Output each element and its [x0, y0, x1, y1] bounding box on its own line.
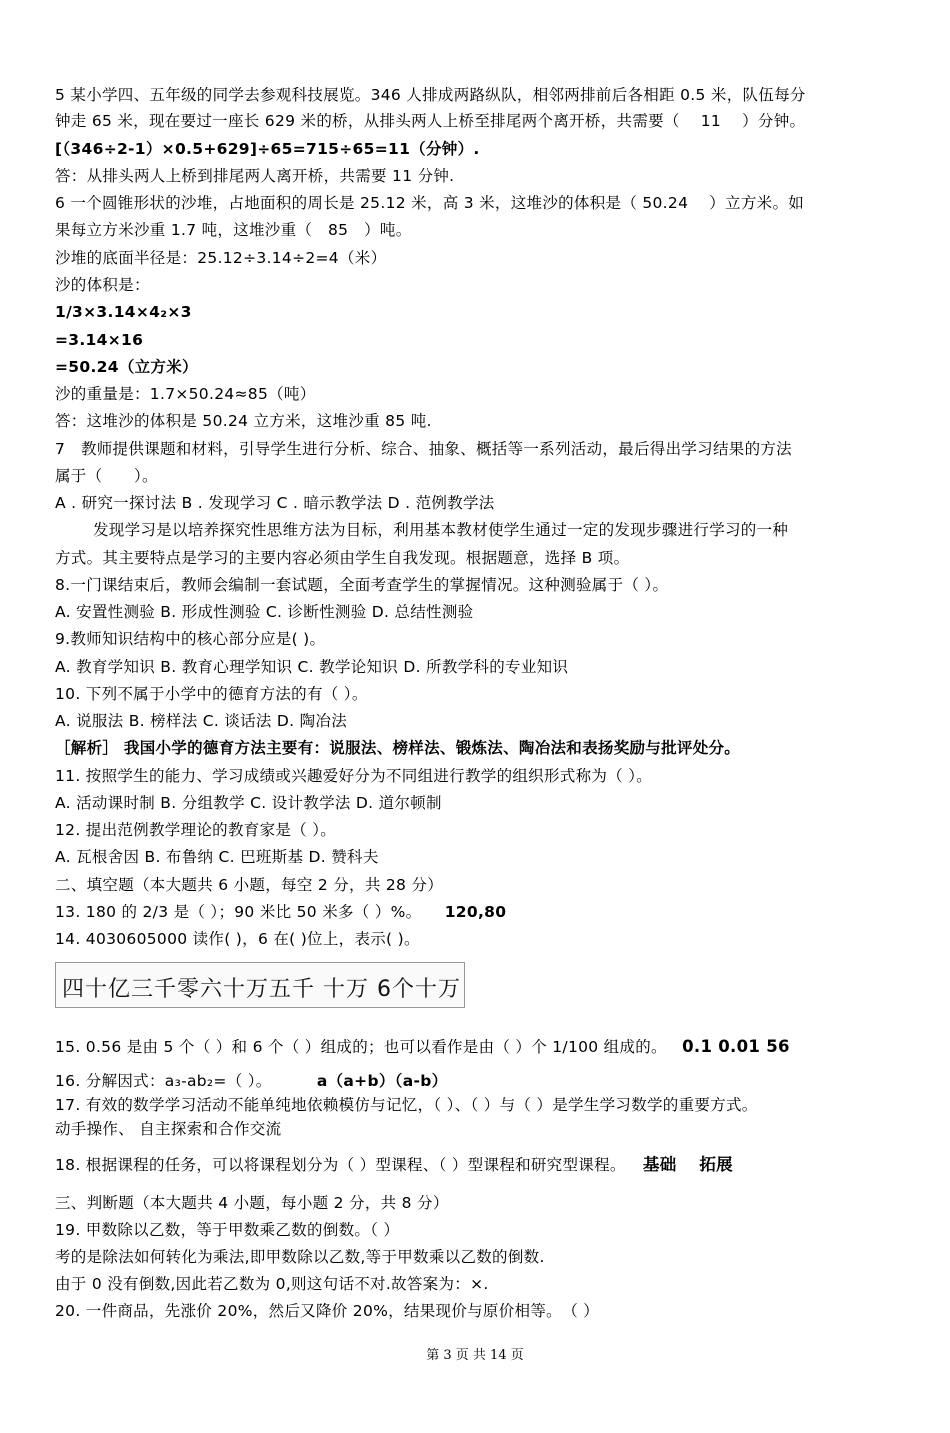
q19-question: 19. 甲数除以乙数，等于甲数乘乙数的倒数。（ ）: [55, 1221, 400, 1239]
q18-answer: 基础 拓展: [642, 1155, 733, 1174]
q17-question: 17. 有效的数学学习活动不能单纯地依赖模仿与记忆，（ ）、（ ）与（ ）是学生学习数学的重要方式。: [55, 1096, 758, 1114]
q15-question: [55, 1034, 900, 1060]
q7-line-2: 属于（ ）。: [55, 467, 158, 485]
section-2-heading: 二、填空题（本大题共 6 小题，每空 2 分，共 28 分）: [55, 876, 444, 894]
q10-analysis: ［解析］ 我国小学的德育方法主要有：说服法、榜样法、锻炼法、陶冶法和表扬奖励与批评处分。: [55, 739, 741, 757]
q9-options: A. 教育学知识 B. 教育心理学知识 C. 教学论知识 D. 所教学科的专业知识: [55, 658, 569, 676]
q7-line-1: 7 教师提供课题和材料，引导学生进行分析、综合、抽象、概括等一系列活动，最后得出学习结果的方法: [55, 440, 792, 458]
q10-question: 10. 下列不属于小学中的德育方法的有（ ）。: [55, 685, 368, 703]
q13-answer: 120,80: [444, 903, 507, 921]
q11-options: A. 活动课时制 B. 分组教学 C. 设计教学法 D. 道尔顿制: [55, 794, 442, 812]
q5-line-2: 钟走 65 米，现在要过一座长 629 米的桥，从排头两人上桥至排尾两个离开桥，共需要（ 11 ）分钟。: [55, 112, 806, 130]
section-3-heading: 三、判断题（本大题共 4 小题，每小题 2 分，共 8 分）: [55, 1194, 449, 1212]
q5-answer: 答：从排头两人上桥到排尾两人离开桥，共需要 11 分钟.: [55, 167, 455, 185]
q6-volume-label: 沙的体积是：: [55, 276, 150, 294]
q9-question: 9.教师知识结构中的核心部分应是( )。: [55, 630, 326, 648]
q15-answer: 0.1 0.01 56: [682, 1037, 790, 1056]
page-footer: 第 3 页 共 14 页: [426, 1348, 524, 1363]
q10-options: A. 说服法 B. 榜样法 C. 谈话法 D. 陶冶法: [55, 712, 348, 730]
q19-explanation-2: 由于 0 没有倒数,因此若乙数为 0,则这句话不对.故答案为：×.: [55, 1275, 489, 1293]
q8-question: 8.一门课结束后，教师会编制一套试题，全面考查学生的掌握情况。这种测验属于（ ）。: [55, 576, 669, 594]
q7-explanation-1: 发现学习是以培养探究性思维方法为目标，利用基本教材使学生通过一定的发现步骤进行学习的一种: [93, 521, 789, 539]
q16-question: [55, 1068, 900, 1094]
q15-text: 15. 0.56 是由 5 个（ ）和 6 个（ ）组成的；也可以看作是由（ ）个 1/100 组成的。: [55, 1038, 667, 1056]
q14-answer-image: [55, 962, 465, 1008]
q7-options: A . 研究一探讨法 B . 发现学习 C . 暗示教学法 D . 范例教学法: [55, 494, 495, 512]
q6-formula-3: =50.24（立方米）: [55, 358, 198, 376]
q19-explanation-1: 考的是除法如何转化为乘法,即甲数除以乙数,等于甲数乘以乙数的倒数.: [55, 1248, 545, 1266]
q18-text: 18. 根据课程的任务，可以将课程划分为（ ）型课程、（ ）型课程和研究型课程。: [55, 1156, 626, 1174]
q6-line-1: 6 一个圆锥形状的沙堆，占地面积的周长是 25.12 米，高 3 米，这堆沙的体积是（ 50.24 ）立方米。如: [55, 194, 805, 212]
q5-line-1: 5 某小学四、五年级的同学去参观科技展览。346 人排成两路纵队，相邻两排前后各相距 0.5 米，队伍每分: [55, 86, 806, 104]
q6-weight: 沙的重量是：1.7×50.24≈85（吨）: [55, 385, 316, 403]
q13-text: 13. 180 的 2/3 是（ ）；90 米比 50 米多（ ）%。: [55, 903, 422, 921]
q6-formula-1: 1/3×3.14×4₂×3: [55, 303, 192, 321]
q16-answer: a（a+b）（a-b）: [316, 1072, 448, 1090]
q14-answer-text: 四十亿三千零六十万五千 十万 6个十万: [62, 977, 461, 1002]
q6-line-2: 果每立方米沙重 1.7 吨，这堆沙重（ 85 ）吨。: [55, 221, 412, 239]
q12-question: 12. 提出范例教学理论的教育家是（ ）。: [55, 821, 337, 839]
q12-options: A. 瓦根舍因 B. 布鲁纳 C. 巴班斯基 D. 赞科夫: [55, 848, 379, 866]
q13-question: [55, 899, 900, 925]
q6-formula-2: =3.14×16: [55, 331, 144, 349]
q20-question: 20. 一件商品，先涨价 20%，然后又降价 20%，结果现价与原价相等。 （ ）: [55, 1302, 600, 1320]
q11-question: 11. 按照学生的能力、学习成绩或兴趣爱好分为不同组进行教学的组织形式称为（ ）。: [55, 767, 653, 785]
q8-options: A. 安置性测验 B. 形成性测验 C. 诊断性测验 D. 总结性测验: [55, 603, 474, 621]
q7-explanation-2: 方式。其主要特点是学习的主要内容必须由学生自我发现。根据题意，选择 B 项。: [55, 549, 630, 567]
q5-solution: [（346÷2-1）×0.5+629]÷65=715÷65=11（分钟）.: [55, 140, 480, 158]
q18-question: [55, 1152, 900, 1178]
q6-radius: 沙堆的底面半径是：25.12÷3.14÷2=4（米）: [55, 249, 387, 267]
q14-question: 14. 4030605000 读作( )，6 在( )位上，表示( )。: [55, 930, 420, 948]
q16-text: 16. 分解因式：a₃-ab₂=（ ）。: [55, 1072, 272, 1090]
q6-answer: 答：这堆沙的体积是 50.24 立方米，这堆沙重 85 吨.: [55, 412, 432, 430]
q17-answer: 动手操作、 自主探索和合作交流: [55, 1120, 282, 1138]
